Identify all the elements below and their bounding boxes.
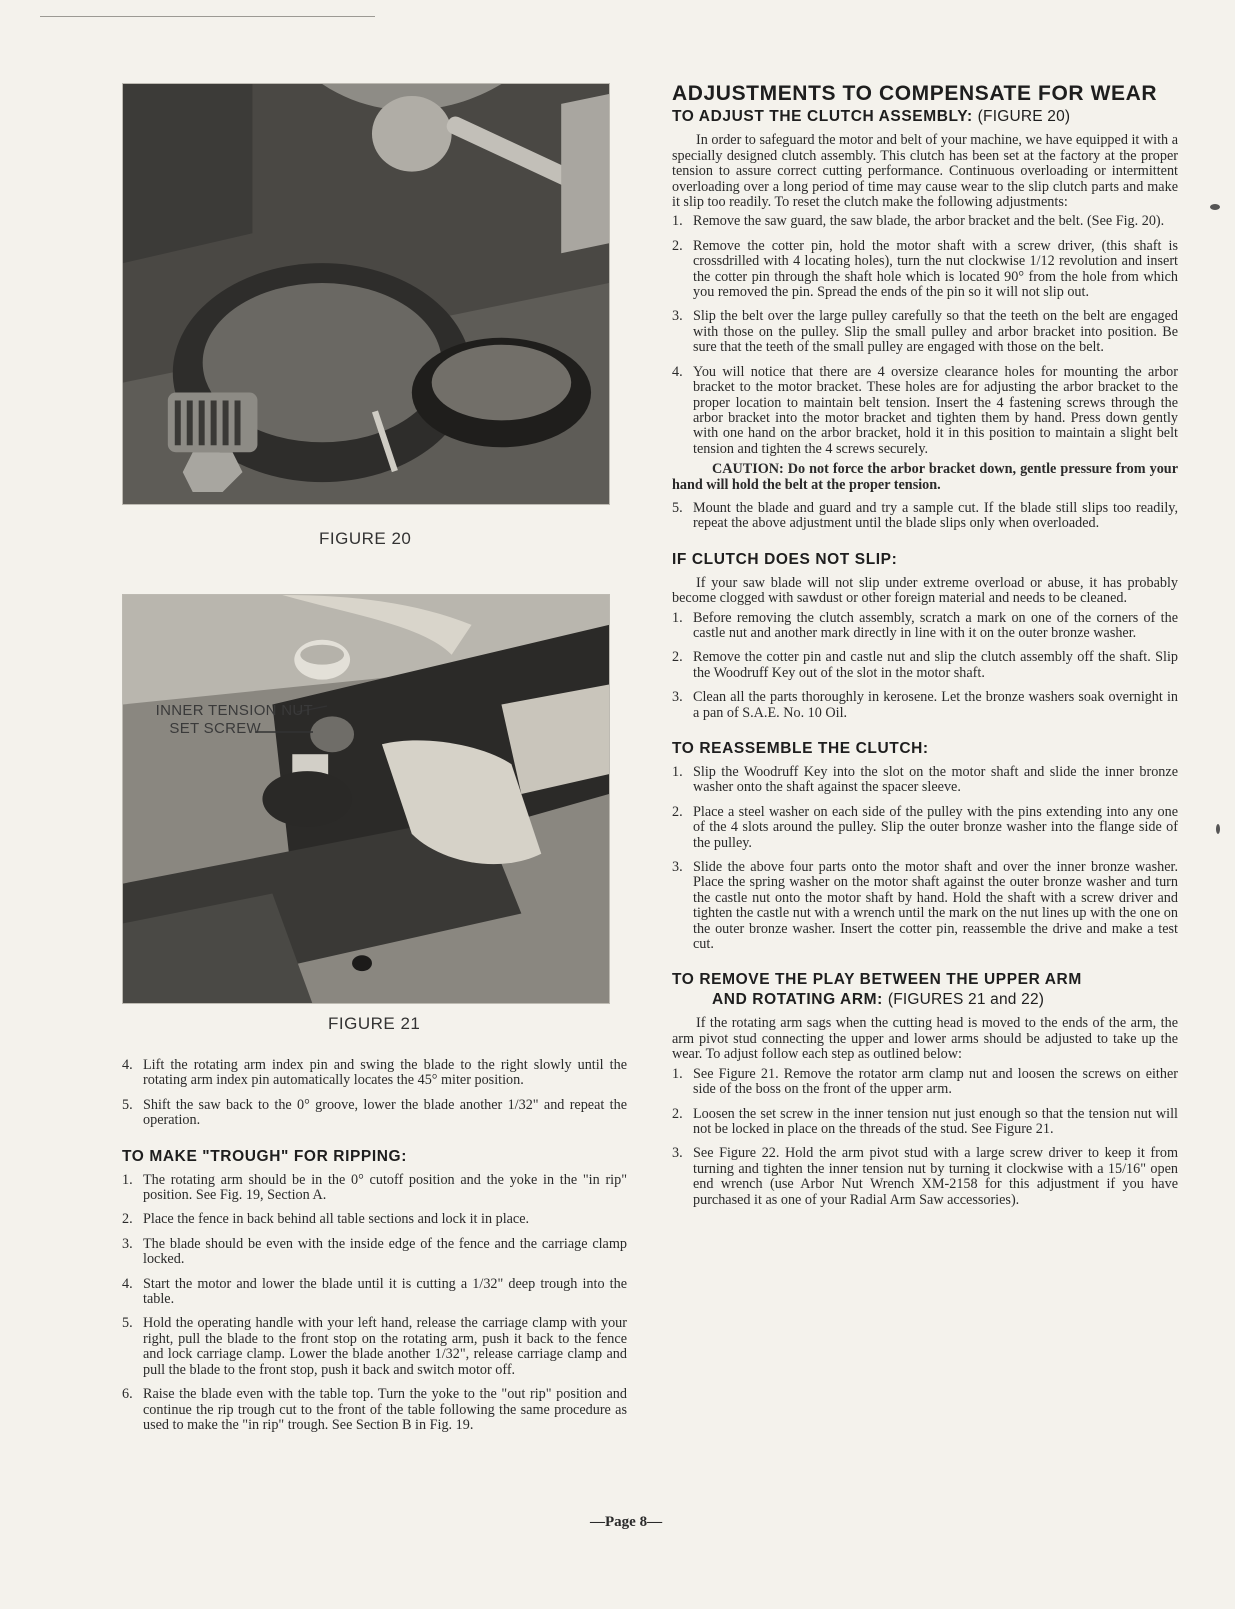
clutch-intro: In order to safeguard the motor and belt of your machine, we have equipped it with a specially designed clutch assembly. This clutch has been set at the factory at the proper tension to assure correct cutting performance. Continuous overloading or intermittent overloading over a long period of time may cause wear to the slip clutch parts and make it slip too readily. To reset the clutch make the following adjustments: (672, 132, 1178, 211)
figure-21-callout (108, 702, 313, 738)
list-item: 1. Before removing the clutch assembly, scratch a mark on one of the corners of the castle nut and another mark directly in line with it on the outer bronze washer. (672, 609, 1178, 641)
left-column (122, 1058, 627, 1442)
list-item: 3. Slip the belt over the large pulley carefully so that the teeth on the belt are engaged with those on the pulley. Slip the small pulley and arbor bracket into position. Be sure that the teeth of the small pulley are engaged with those on the belt. (672, 308, 1178, 356)
top-rule (40, 16, 375, 17)
figure-21-caption: FIGURE 21 (328, 1014, 421, 1033)
list-item: 1. Remove the saw guard, the saw blade, the arbor bracket and the belt. (See Fig. 20). (672, 213, 1165, 230)
list-item: 3. See Figure 22. Hold the arm pivot stud with a large screw driver to keep it from turning and tighten the inner tension nut by turning it clockwise with a 15/16" open end wrench (use Arbor Nut Wrench XM-2158 for this adjustment if you have purchased it as one of your Radial Arm Saw accessories). (672, 1145, 1178, 1208)
list-item: 5. Mount the blade and guard and try a sample cut. If the blade still slips too readily, repeat the above adjustment until the blade slips only when overloaded. (672, 499, 1178, 532)
list-item: 2. Place a steel washer on each side of the pulley with the pins extending into any one of the 4 slots around the pulley. Slip the outer bronze washer into the flange side of the pulley. (672, 803, 1178, 851)
figure-20-photo (122, 83, 610, 505)
right-column (672, 82, 1178, 1217)
clutch-heading: TO ADJUST THE CLUTCH ASSEMBLY: (FIGURE 20) (672, 108, 1071, 126)
list-item: 2. Remove the cotter pin, hold the motor shaft with a screw driver, (this shaft is crossdrilled with 4 locating holes), turn the nut clockwise 1/12 revolution and insert the cotter pin through the shaft hole which is located 90° from the hole from which you removed the pin. Spread the ends of the pin so it will not slip out. (672, 237, 1178, 301)
scan-mark (1210, 204, 1220, 210)
trough-heading: TO MAKE "TROUGH" FOR RIPPING: (122, 1147, 407, 1165)
noslip-heading: IF CLUTCH DOES NOT SLIP: (672, 550, 898, 568)
list-item: 2. Loosen the set screw in the inner tension nut just enough so that the tension nut will not be locked in place on the threads of the stud. See Figure 21. (672, 1105, 1178, 1137)
page-number: —Page 8— (590, 1514, 663, 1530)
callout-inner-tension-nut: INNER TENSION NUT (155, 702, 313, 719)
list-item: 6. Raise the blade even with the table top. Turn the yoke to the "out rip" position and continue the rip trough cut to the front of the table following the same procedure as used to make the "in rip" trough. See Section B in Fig. 19. (122, 1386, 627, 1433)
list-item: 3. Slide the above four parts onto the motor shaft and over the inner bronze washer. Place the spring washer on the motor shaft against the outer bronze washer and turn the castle nut onto the motor shaft by hand. Hold the shaft with a screw driver and tighten the castle nut with a wrench until the mark on the nut lines up with the one on the outer bronze washer. Insert the cotter pin, reassemble the drive and make a test cut. (672, 859, 1178, 953)
list-item: 4. You will notice that there are 4 oversize clearance holes for mounting the arbor bracket to the motor bracket. These holes are for adjusting the arbor bracket to the proper location to maintain belt tension. Insert the 4 fastening screws through the arbor bracket into the motor bracket and tighten them by hand. Press down gently with one hand on the arbor bracket, hold it in this position to maintain a slight belt tension and tighten the 4 screws securely. (672, 363, 1178, 457)
list-item: 2. Place the fence in back behind all table sections and lock it in place. (122, 1211, 530, 1228)
figure-20-illustration (123, 84, 609, 504)
play-intro: If the rotating arm sags when the cutting head is moved to the ends of the arm, the arm pivot stud connecting the upper and lower arms should be adjusted to take up the wear. To adjust follow each step as outlined below: (672, 1015, 1178, 1063)
main-heading: ADJUSTMENTS TO COMPENSATE FOR WEAR (672, 82, 1158, 105)
list-item: 4. Start the motor and lower the blade until it is cutting a 1/32" deep trough into the table. (122, 1275, 627, 1308)
list-item: 1. The rotating arm should be in the 0° cutoff position and the yoke in the "in rip" position. See Fig. 19, Section A. (122, 1171, 627, 1204)
noslip-intro: If your saw blade will not slip under extreme overload or abuse, it has probably become clogged with sawdust or other foreign material and needs to be cleaned. (672, 574, 1178, 607)
reassemble-heading: TO REASSEMBLE THE CLUTCH: (672, 740, 929, 757)
callout-set-screw: SET SCREW (169, 720, 261, 737)
figure-20-caption: FIGURE 20 (319, 529, 412, 548)
list-item: 3. The blade should be even with the inside edge of the fence and the carriage clamp locked. (122, 1235, 627, 1268)
scan-mark (1216, 824, 1220, 834)
list-item: 4. Lift the rotating arm index pin and swing the blade to the right slowly until the rotating arm index pin automatically locates the 45° miter position. (122, 1057, 627, 1089)
play-heading: TO REMOVE THE PLAY BETWEEN THE UPPER ARM (672, 971, 1082, 989)
list-item: 2. Remove the cotter pin and castle nut and slip the clutch assembly off the shaft. Slip the Woodruff Key out of the slot in the motor shaft. (672, 649, 1178, 681)
list-item: 3. Clean all the parts thoroughly in kerosene. Let the bronze washers soak overnight in a pan of S.A.E. No. 10 Oil. (672, 689, 1178, 721)
list-item: 1. Slip the Woodruff Key into the slot on the motor shaft and slide the inner bronze washer onto the shaft against the spacer sleeve. (672, 764, 1178, 796)
caution-note: CAUTION: Do not force the arbor bracket down, gentle pressure from your hand will hold the belt at the proper tension. (672, 461, 1178, 493)
list-item: 1. See Figure 21. Remove the rotator arm clamp nut and loosen the screws on either side of the boss on the front of the upper arm. (672, 1065, 1178, 1098)
list-item: 5. Hold the operating handle with your left hand, release the carriage clamp with your right, pull the blade to the front stop on the rotating arm, push it back to the fence and lock carriage clamp. Lower the blade another 1/32", release carriage clamp and pull the blade to the front stop, push it back and switch motor off. (122, 1315, 627, 1378)
figure-21-photo (122, 594, 610, 1004)
play-heading-line2: AND ROTATING ARM: (FIGURES 21 and 22) (712, 991, 1045, 1009)
list-item: 5. Shift the saw back to the 0° groove, lower the blade another 1/32" and repeat the operation. (122, 1096, 627, 1129)
figure-21-illustration (123, 595, 609, 1003)
